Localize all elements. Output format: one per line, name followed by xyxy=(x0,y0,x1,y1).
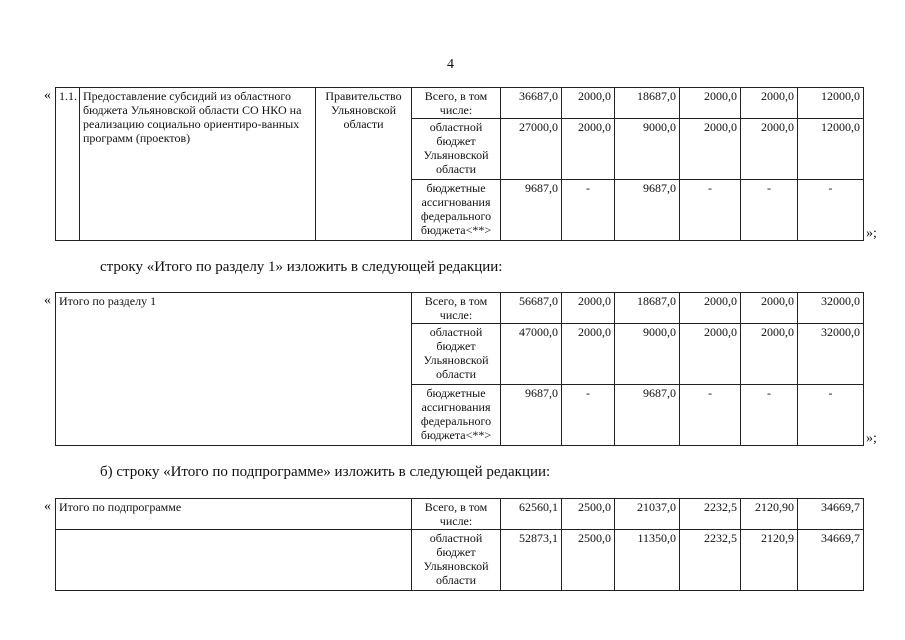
value-cell: 34669,7 xyxy=(798,530,864,591)
source-cell: бюджетные ассигнования федерального бюджета<**> xyxy=(412,180,501,241)
value-cell: 11350,0 xyxy=(615,530,680,591)
value-cell: 32000,0 xyxy=(798,293,864,324)
source-cell: областной бюджет Ульяновской области xyxy=(412,324,501,385)
value-cell: 9687,0 xyxy=(501,385,562,446)
value-cell: - xyxy=(798,385,864,446)
value-cell: 2000,0 xyxy=(741,293,798,324)
value-cell: 2000,0 xyxy=(680,293,741,324)
executor: Правительство Ульяновской области xyxy=(316,88,412,241)
value-cell: 2232,5 xyxy=(680,499,741,530)
value-cell: 27000,0 xyxy=(501,119,562,180)
total-name: Итого по подпрограмме xyxy=(56,499,412,530)
value-cell: 21037,0 xyxy=(615,499,680,530)
value-cell: 2000,0 xyxy=(741,119,798,180)
row-number: 1.1. xyxy=(56,88,80,241)
value-cell: 2000,0 xyxy=(562,324,615,385)
value-cell: 2000,0 xyxy=(741,324,798,385)
value-cell: - xyxy=(741,180,798,241)
value-cell: - xyxy=(798,180,864,241)
open-quote: « xyxy=(44,88,51,103)
total-name: Итого по разделу 1 xyxy=(56,293,412,446)
open-quote: « xyxy=(44,499,51,514)
total-name-continuation xyxy=(56,530,412,591)
value-cell: 18687,0 xyxy=(615,88,680,119)
close-quote: »; xyxy=(866,431,877,446)
value-cell: 12000,0 xyxy=(798,88,864,119)
value-cell: - xyxy=(562,385,615,446)
table-section-1-1 xyxy=(55,87,864,241)
value-cell: 2000,0 xyxy=(741,88,798,119)
value-cell: 2120,90 xyxy=(741,499,798,530)
close-quote: »; xyxy=(866,226,877,241)
value-cell: 9687,0 xyxy=(615,180,680,241)
value-cell: 2500,0 xyxy=(562,499,615,530)
value-cell: 9687,0 xyxy=(615,385,680,446)
value-cell: 34669,7 xyxy=(798,499,864,530)
table-subprogram-total xyxy=(55,498,864,591)
value-cell: 62560,1 xyxy=(501,499,562,530)
source-cell: бюджетные ассигнования федерального бюджета<**> xyxy=(412,385,501,446)
value-cell: 2000,0 xyxy=(562,119,615,180)
value-cell: 52873,1 xyxy=(501,530,562,591)
open-quote: « xyxy=(44,293,51,308)
value-cell: - xyxy=(680,180,741,241)
value-cell: 56687,0 xyxy=(501,293,562,324)
instruction-paragraph-2: б) строку «Итого по подпрограмме» изложить в следующей редакции: xyxy=(100,464,551,480)
value-cell: 2000,0 xyxy=(680,119,741,180)
value-cell: - xyxy=(562,180,615,241)
source-cell: областной бюджет Ульяновской области xyxy=(412,530,501,591)
value-cell: - xyxy=(741,385,798,446)
value-cell: 9000,0 xyxy=(615,119,680,180)
value-cell: 12000,0 xyxy=(798,119,864,180)
value-cell: 9000,0 xyxy=(615,324,680,385)
value-cell: 2000,0 xyxy=(562,88,615,119)
page-number: 4 xyxy=(447,57,454,72)
value-cell: 2000,0 xyxy=(562,293,615,324)
source-cell: Всего, в том числе: xyxy=(412,293,501,324)
value-cell: 2000,0 xyxy=(680,88,741,119)
value-cell: 2120,9 xyxy=(741,530,798,591)
value-cell: 9687,0 xyxy=(501,180,562,241)
value-cell: 47000,0 xyxy=(501,324,562,385)
measure-name: Предоставление субсидий из областного бюджета Ульяновской области СО НКО на реализацию социально ориентиро-ванных программ (проектов) xyxy=(80,88,316,241)
value-cell: 36687,0 xyxy=(501,88,562,119)
instruction-paragraph-1: строку «Итого по разделу 1» изложить в следующей редакции: xyxy=(100,259,503,275)
value-cell: 32000,0 xyxy=(798,324,864,385)
value-cell: 18687,0 xyxy=(615,293,680,324)
source-cell: Всего, в том числе: xyxy=(412,499,501,530)
table-section-1-total xyxy=(55,292,864,446)
source-cell: Всего, в том числе: xyxy=(412,88,501,119)
value-cell: - xyxy=(680,385,741,446)
value-cell: 2000,0 xyxy=(680,324,741,385)
value-cell: 2500,0 xyxy=(562,530,615,591)
value-cell: 2232,5 xyxy=(680,530,741,591)
source-cell: областной бюджет Ульяновской области xyxy=(412,119,501,180)
